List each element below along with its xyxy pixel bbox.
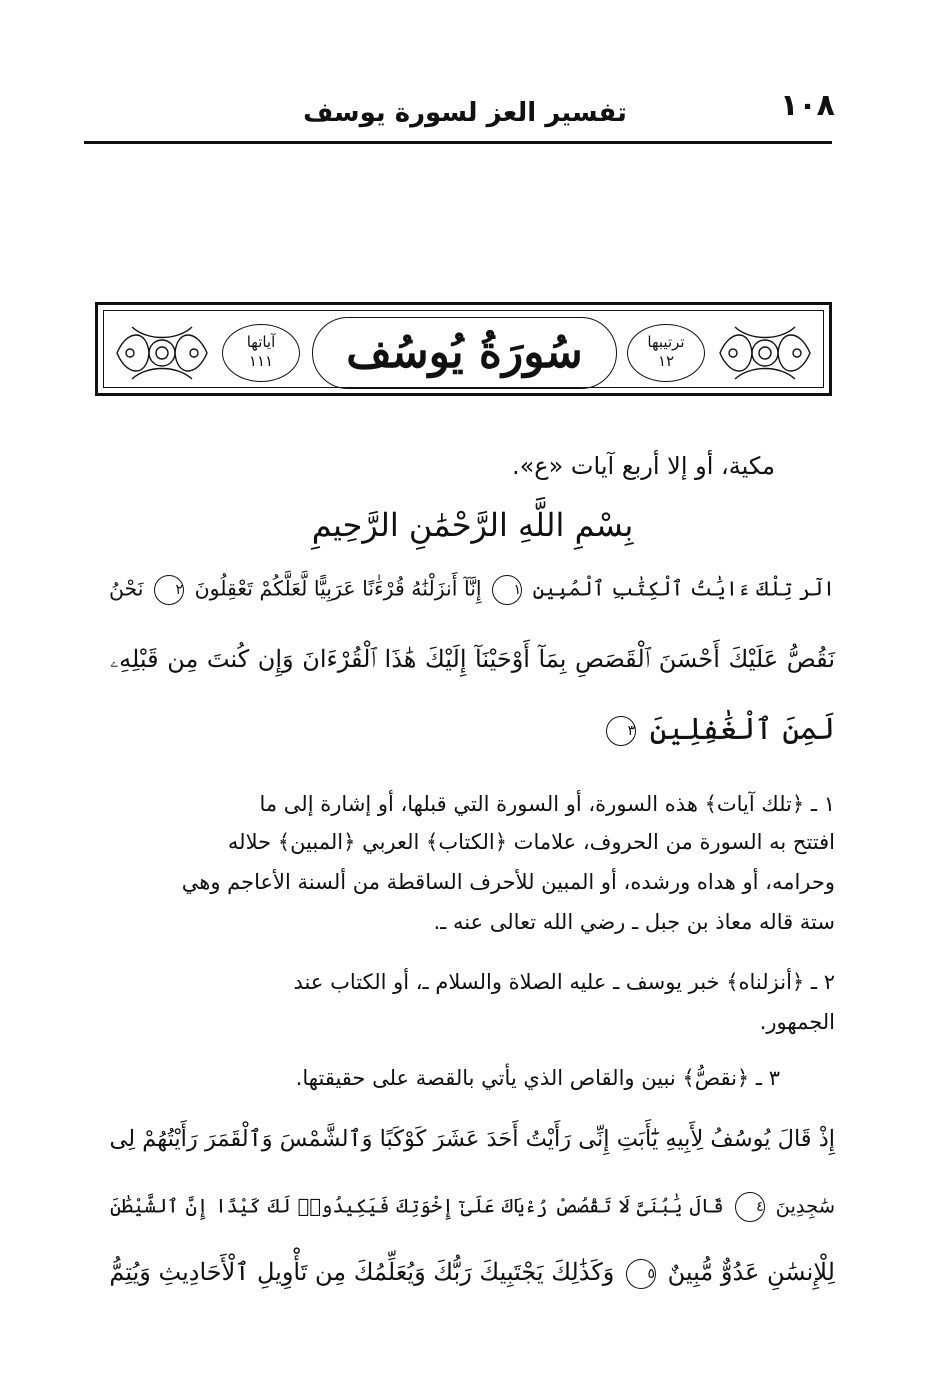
verses-count-medallion <box>222 324 300 382</box>
verse-text: إِذْ قَالَ يُوسُفُ لِأَبِيهِ يَٰٓأَبَتِ إِنِّى رَأَيْتُ أَحَدَ عَشَرَ كَوْكَبًا وَٱلشَّمْسَ وَٱلْقَمَرَ رَأَيْتُهُمْ لِى <box>109 1126 835 1152</box>
verse-text: نَقُصُّ عَلَيْكَ أَحْسَنَ ٱلْقَصَصِ بِمَآ أَوْحَيْنَآ إِلَيْكَ هَٰذَا ٱلْقُرْءَانَ وَإِن كُنتَ مِن قَبْلِهِۦ <box>110 645 835 673</box>
verse-text: لِلْإِنسَٰنِ عَدُوٌّ مُّبِينٌ <box>667 1258 835 1286</box>
surah-banner <box>95 302 832 396</box>
verse-line <box>110 712 835 747</box>
commentary-line: ٢ ـ ﴿أنزلناه﴾ خبر يوسف ـ عليه الصلاة والسلام ـ، أو الكتاب عند <box>293 970 835 994</box>
verses-label: آياتها <box>246 333 276 351</box>
commentary-line: ستة قاله معاذ بن جبل ـ رضي الله تعالى عنه ـ. <box>433 910 835 934</box>
running-title: تفسير العز لسورة يوسف <box>303 98 627 128</box>
ayah-number-marker: ٤ <box>735 1192 765 1222</box>
ayah-number-marker: ٢ <box>154 575 184 605</box>
order-label: ترتيبها <box>647 333 685 351</box>
verse-text: الٓر تِلْكَ ءَايَٰتُ ٱلْكِتَٰبِ ٱلْمُبِينِ <box>532 576 835 601</box>
verse-line <box>110 1126 835 1152</box>
commentary-line: ١ ـ ﴿تلك آيات﴾ هذه السورة، أو السورة التي قبلها، أو إشارة إلى ما <box>259 792 835 816</box>
verse-text: سَٰجِدِينَ <box>775 1194 836 1218</box>
ayah-number-marker: ١ <box>492 575 522 605</box>
header-rule <box>84 141 832 144</box>
verse-text: إِنَّآ أَنزَلْنَٰهُ قُرْءَٰنًا عَرَبِيًّا لَّعَلَّكُمْ تَعْقِلُونَ <box>194 576 482 601</box>
commentary-line: ٣ ـ ﴿نقصُّ﴾ نبين والقاص الذي يأتي بالقصة على حقيقتها. <box>295 1066 780 1090</box>
arabesque-ornament-right-icon <box>715 321 815 385</box>
verse-text: نَحْنُ <box>108 576 144 601</box>
verse-text: قَالَ يَٰبُنَىَّ لَا تَقْصُصْ رُءْيَاكَ عَلَىٰٓ إِخْوَتِكَ فَيَكِيدُوا۟ لَكَ كَيْدًا إِنَّ ٱلشَّيْطَٰنَ <box>110 1194 724 1218</box>
order-number: ١٢ <box>657 352 675 370</box>
ayah-number-marker: ٥ <box>626 1259 656 1289</box>
revelation-note: مكية، أو إلا أربع آيات «ع». <box>511 452 775 480</box>
verse-line <box>110 575 835 605</box>
banner-inner-frame <box>103 310 824 388</box>
ayah-number-marker: ٣ <box>606 716 636 746</box>
verse-line <box>110 1192 835 1222</box>
basmala: بِسْمِ اللَّهِ الرَّحْمَٰنِ الرَّحِيمِ <box>311 506 634 544</box>
page-number: ١٠٨ <box>780 88 835 123</box>
verse-text: وَكَذَٰلِكَ يَجْتَبِيكَ رَبُّكَ وَيُعَلِّمُكَ مِن تَأْوِيلِ ٱلْأَحَادِيثِ وَيُتِمُّ <box>109 1258 615 1286</box>
commentary-line: افتتح به السورة من الحروف، علامات ﴿الكتاب﴾ العربي ﴿المبين﴾ حلاله <box>227 830 835 854</box>
verse-line <box>110 645 835 673</box>
verses-number: ١١١ <box>248 352 274 370</box>
commentary-line: وحرامه، أو هداه ورشده، أو المبين للأحرف الساقطة من ألسنة الأعاجم وهي <box>181 870 835 894</box>
verse-text: لَمِنَ ٱلْغَٰفِلِينَ <box>649 712 835 747</box>
surah-name: سُورَةُ يُوسُف <box>312 317 617 389</box>
commentary-line: الجمهور. <box>759 1010 835 1034</box>
verse-line <box>110 1258 835 1289</box>
arabesque-ornament-left-icon <box>112 321 212 385</box>
order-medallion <box>627 324 705 382</box>
